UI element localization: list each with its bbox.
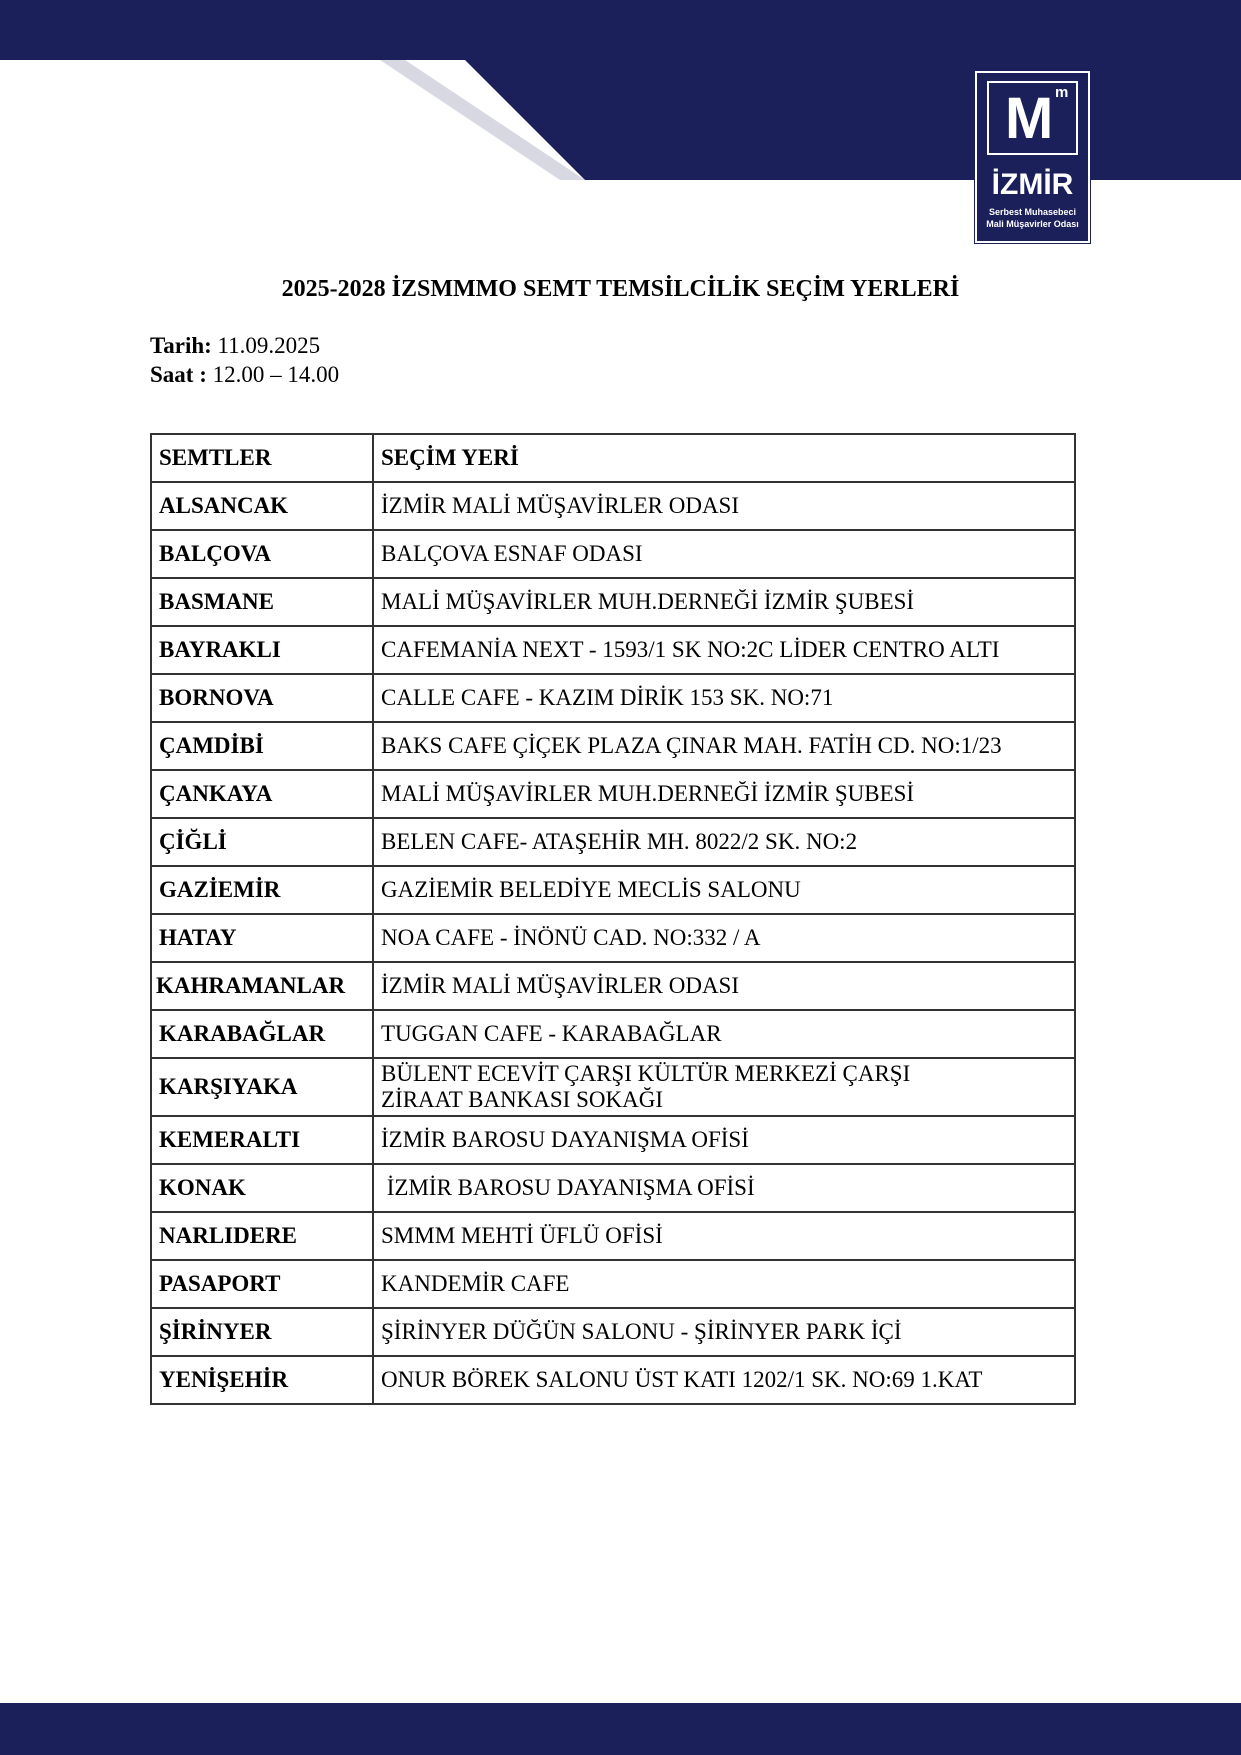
table-header-row — [151, 434, 1075, 482]
date-label: Tarih: — [150, 333, 212, 358]
table-row — [151, 722, 1075, 770]
location-cell: İZMİR MALİ MÜŞAVİRLER ODASI — [373, 962, 1075, 1010]
district-cell: BAYRAKLI — [151, 626, 373, 674]
logo-emblem — [987, 81, 1078, 155]
location-cell: MALİ MÜŞAVİRLER MUH.DERNEĞİ İZMİR ŞUBESİ — [373, 578, 1075, 626]
district-cell: KAHRAMANLAR — [151, 962, 373, 1010]
district-cell: KARŞIYAKA — [151, 1058, 373, 1116]
time-label: Saat : — [150, 362, 207, 387]
table-row — [151, 914, 1075, 962]
district-cell: ÇAMDİBİ — [151, 722, 373, 770]
election-date — [150, 332, 320, 360]
district-cell: BORNOVA — [151, 674, 373, 722]
table-row — [151, 1058, 1075, 1116]
document-title: 2025-2028 İZSMMMO SEMT TEMSİLCİLİK SEÇİM YERLERİ — [281, 276, 960, 302]
district-cell: HATAY — [151, 914, 373, 962]
location-cell: BÜLENT ECEVİT ÇARŞI KÜLTÜR MERKEZİ ÇARŞI ZİRAAT BANKASI SOKAĞI — [373, 1058, 1075, 1116]
location-cell: GAZİEMİR BELEDİYE MECLİS SALONU — [373, 866, 1075, 914]
table-row — [151, 578, 1075, 626]
district-cell: BASMANE — [151, 578, 373, 626]
district-cell: BALÇOVA — [151, 530, 373, 578]
table-row — [151, 1116, 1075, 1164]
district-cell: KONAK — [151, 1164, 373, 1212]
table-row — [151, 818, 1075, 866]
location-cell: TUGGAN CAFE - KARABAĞLAR — [373, 1010, 1075, 1058]
footer-band — [0, 1703, 1241, 1755]
date-value: 11.09.2025 — [211, 333, 321, 358]
location-cell: SMMM MEHTİ ÜFLÜ OFİSİ — [373, 1212, 1075, 1260]
location-cell: BALÇOVA ESNAF ODASI — [373, 530, 1075, 578]
location-cell: İZMİR BAROSU DAYANIŞMA OFİSİ — [373, 1164, 1075, 1212]
district-cell: ŞİRİNYER — [151, 1308, 373, 1356]
location-cell: BAKS CAFE ÇİÇEK PLAZA ÇINAR MAH. FATİH CD. NO:1/23 — [373, 722, 1075, 770]
logo-city: İZMİR — [991, 168, 1074, 201]
table-row — [151, 674, 1075, 722]
column-header-location: SEÇİM YERİ — [373, 434, 1075, 482]
table-row — [151, 1164, 1075, 1212]
location-cell: MALİ MÜŞAVİRLER MUH.DERNEĞİ İZMİR ŞUBESİ — [373, 770, 1075, 818]
logo-subtitle-line2: Mali Müşavirler Odası — [986, 219, 1079, 229]
table-row — [151, 530, 1075, 578]
location-cell: İZMİR MALİ MÜŞAVİRLER ODASI — [373, 482, 1075, 530]
district-cell: KEMERALTI — [151, 1116, 373, 1164]
district-cell: ALSANCAK — [151, 482, 373, 530]
table-row — [151, 962, 1075, 1010]
logo-mark-small: m — [1055, 84, 1069, 101]
location-cell: BELEN CAFE- ATAŞEHİR MH. 8022/2 SK. NO:2 — [373, 818, 1075, 866]
location-cell: CALLE CAFE - KAZIM DİRİK 153 SK. NO:71 — [373, 674, 1075, 722]
district-cell: PASAPORT — [151, 1260, 373, 1308]
location-cell: NOA CAFE - İNÖNÜ CAD. NO:332 / A — [373, 914, 1075, 962]
table-row — [151, 626, 1075, 674]
logo-mark: M — [1005, 86, 1054, 151]
location-cell: İZMİR BAROSU DAYANIŞMA OFİSİ — [373, 1116, 1075, 1164]
column-header-districts: SEMTLER — [151, 434, 373, 482]
table-row — [151, 770, 1075, 818]
time-value: 12.00 – 14.00 — [206, 362, 340, 387]
district-cell: ÇİĞLİ — [151, 818, 373, 866]
election-time — [150, 361, 339, 389]
table-row — [151, 482, 1075, 530]
district-cell: YENİŞEHİR — [151, 1356, 373, 1404]
table-row — [151, 1212, 1075, 1260]
election-places-table — [150, 433, 1076, 1405]
location-cell: KANDEMİR CAFE — [373, 1260, 1075, 1308]
table-row — [151, 1260, 1075, 1308]
district-cell: ÇANKAYA — [151, 770, 373, 818]
logo-subtitle-line1: Serbest Muhasebeci — [988, 207, 1077, 217]
table-row — [151, 1308, 1075, 1356]
district-cell: GAZİEMİR — [151, 866, 373, 914]
table-row — [151, 1356, 1075, 1404]
district-cell: KARABAĞLAR — [151, 1010, 373, 1058]
location-cell: CAFEMANİA NEXT - 1593/1 SK NO:2C LİDER CENTRO ALTI — [373, 626, 1075, 674]
table-row — [151, 1010, 1075, 1058]
location-cell: ŞİRİNYER DÜĞÜN SALONU - ŞİRİNYER PARK İÇİ — [373, 1308, 1075, 1356]
table-row — [151, 866, 1075, 914]
izmir-smmmo-logo — [975, 71, 1090, 243]
location-cell: ONUR BÖREK SALONU ÜST KATI 1202/1 SK. NO:69 1.KAT — [373, 1356, 1075, 1404]
district-cell: NARLIDERE — [151, 1212, 373, 1260]
